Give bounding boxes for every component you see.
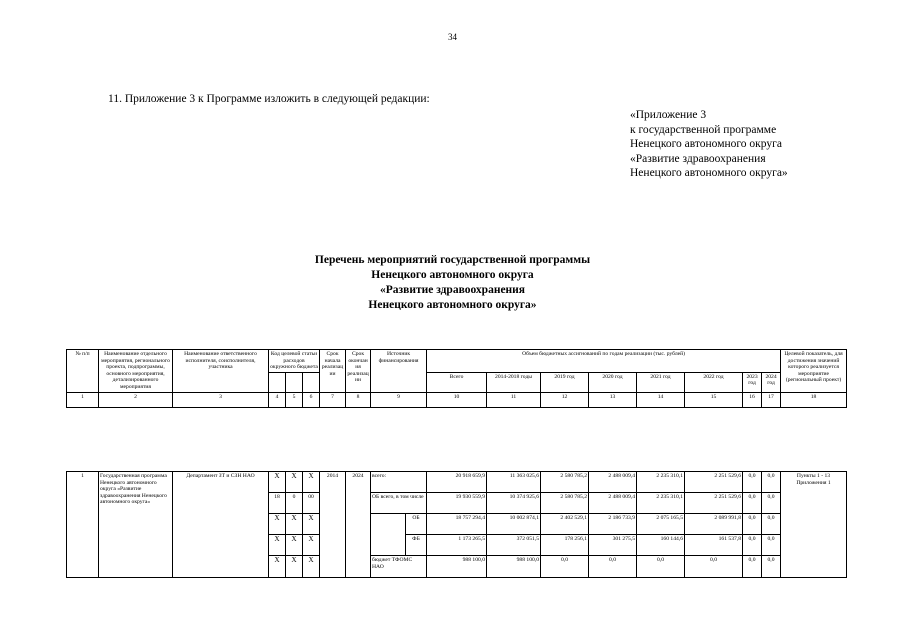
cell-2014-2018: 372 051,5 [487, 535, 541, 556]
appendix-header [630, 108, 788, 181]
cell-pgp: Х [286, 556, 303, 578]
cell-pgp: 0 [286, 493, 303, 514]
cell-sub-source: ФБ [406, 535, 427, 556]
cell-om: Х [303, 472, 320, 493]
column-number: 10 [427, 392, 487, 407]
header-name: Наименование отдельного мероприятия, регионального проекта, подпрограммы, основного мероприятия, детализированного мероприятия [99, 350, 173, 393]
cell-2019: 0,0 [541, 556, 589, 578]
header-total: Всего [427, 372, 487, 392]
cell-source: всего: [371, 472, 427, 493]
cell-pgp: Х [286, 514, 303, 535]
column-number: 2 [99, 392, 173, 407]
cell-2021: 2 075 165,5 [637, 514, 685, 535]
column-number: 12 [541, 392, 589, 407]
cell-2014-2018: 988 100,0 [487, 556, 541, 578]
header-code: Код целевой статьи расходов окружного бюджета [269, 350, 320, 373]
title-line: «Развитие здравоохранения [379, 284, 526, 296]
cell-om: Х [303, 556, 320, 578]
cell-source: бюджет ТФОМС НАО [371, 556, 427, 578]
cell-source: ОБ всего, в том числе [371, 493, 427, 514]
header-source: Источник финансирования [371, 350, 427, 393]
title-line: Перечень мероприятий государственной программы [314, 254, 591, 266]
cell-total: 988 100,0 [427, 556, 487, 578]
cell-total: 19 930 559,9 [427, 493, 487, 514]
column-number: 6 [303, 392, 320, 407]
header-2019: 2019 год [541, 372, 589, 392]
cell-2019: 2 580 785,2 [541, 472, 589, 493]
cell-2021: 0,0 [637, 556, 685, 578]
column-number: 14 [637, 392, 685, 407]
cell-2022: 161 537,8 [685, 535, 743, 556]
cell-2020: 0,0 [589, 556, 637, 578]
cell-gp: Х [269, 514, 286, 535]
header-num: № п/п [67, 350, 99, 393]
cell-2022: 2 089 991,8 [685, 514, 743, 535]
cell-2020: 2 488 009,4 [589, 493, 637, 514]
cell-2021: 2 235 310,1 [637, 472, 685, 493]
cell-2022: 2 251 529,6 [685, 493, 743, 514]
cell-om: Х [303, 535, 320, 556]
activities-table-body [66, 471, 847, 578]
cell-om: Х [303, 514, 320, 535]
row-num: 1 [67, 472, 99, 578]
title-line: Ненецкого автономного округа [371, 269, 534, 281]
cell-2019: 2 402 529,1 [541, 514, 589, 535]
column-number: 9 [371, 392, 427, 407]
column-number: 3 [173, 392, 269, 407]
cell-2023: 0,0 [743, 472, 762, 493]
column-number: 5 [286, 392, 303, 407]
cell-2014-2018: 10 374 925,6 [487, 493, 541, 514]
header-end: Срок окончания реализации [346, 350, 371, 393]
cell-gp: Х [269, 535, 286, 556]
column-number: 8 [346, 392, 371, 407]
header-2022: 2022 год [685, 372, 743, 392]
cell-2020: 2 186 733,9 [589, 514, 637, 535]
row-executor: Департамент ЗТ и СЗН НАО [173, 472, 269, 578]
cell-2021: 2 235 310,1 [637, 493, 685, 514]
cell-2023: 0,0 [743, 493, 762, 514]
column-number: 11 [487, 392, 541, 407]
appendix-line: Ненецкого автономного округа» [630, 167, 788, 179]
header-row [67, 350, 847, 373]
cell-total: 1 173 265,5 [427, 535, 487, 556]
cell-total: 18 757 294,4 [427, 514, 487, 535]
column-number: 1 [67, 392, 99, 407]
cell-2019: 2 580 785,2 [541, 493, 589, 514]
column-number: 15 [685, 392, 743, 407]
cell-2023: 0,0 [743, 535, 762, 556]
column-number: 16 [743, 392, 762, 407]
column-number: 18 [781, 392, 847, 407]
cell-2021: 160 144,6 [637, 535, 685, 556]
table-row [67, 472, 847, 493]
header-2020: 2020 год [589, 372, 637, 392]
appendix-line: Ненецкого автономного округа [630, 138, 782, 150]
instruction-text: 11. Приложение 3 к Программе изложить в следующей редакции: [108, 93, 430, 105]
header-2024: 2024 год [762, 372, 781, 392]
cell-sub-source: ОБ [406, 514, 427, 535]
activities-table [66, 349, 847, 408]
cell-2024: 0,0 [762, 556, 781, 578]
appendix-line: к государственной программе [630, 123, 777, 136]
appendix-line: «Развитие здравоохранения [630, 152, 766, 165]
cell-total: 20 918 659,9 [427, 472, 487, 493]
header-executor: Наименование ответственного исполнителя, соисполнителя, участника [173, 350, 269, 393]
row-end: 2024 [346, 472, 371, 578]
title-line: Ненецкого автономного округа» [368, 299, 537, 311]
cell-2014-2018: 11 363 025,6 [487, 472, 541, 493]
header-2014-2018: 2014-2018 годы [487, 372, 541, 392]
appendix-line: «Приложение 3 [630, 109, 707, 121]
header-2021: 2021 год [637, 372, 685, 392]
header-target: Целевой показатель, для достижения значений которого реализуется мероприятие (региональный проект) [781, 350, 847, 393]
cell-2022: 2 251 529,6 [685, 472, 743, 493]
cell-pgp: Х [286, 472, 303, 493]
cell-2024: 0,0 [762, 514, 781, 535]
cell-gp: Х [269, 472, 286, 493]
row-name: Государственная программа Ненецкого автономного округа «Развитие здравоохранения Ненецкого автономного округа» [99, 472, 173, 578]
cell-2024: 0,0 [762, 472, 781, 493]
cell-gp: 18 [269, 493, 286, 514]
cell-2020: 301 275,5 [589, 535, 637, 556]
cell-2024: 0,0 [762, 535, 781, 556]
column-number-row [67, 392, 847, 407]
header-volume: Объем бюджетных ассигнований по годам реализации (тыс. рублей) [427, 350, 781, 373]
cell-om: 00 [303, 493, 320, 514]
cell-2014-2018: 10 002 874,1 [487, 514, 541, 535]
cell-2020: 2 488 009,4 [589, 472, 637, 493]
column-number: 13 [589, 392, 637, 407]
column-number: 4 [269, 392, 286, 407]
header-start: Срок начала реализации [320, 350, 346, 393]
page-number: 34 [448, 32, 457, 42]
cell-2019: 178 256,1 [541, 535, 589, 556]
header-2023: 2023 год [743, 372, 762, 392]
document-title [0, 253, 905, 313]
row-target: Пункты 1 - 13 Приложения 1 [781, 472, 847, 578]
cell-2023: 0,0 [743, 556, 762, 578]
cell-2024: 0,0 [762, 493, 781, 514]
column-number: 17 [762, 392, 781, 407]
cell-gp: Х [269, 556, 286, 578]
column-number: 7 [320, 392, 346, 407]
row-start: 2014 [320, 472, 346, 578]
cell-2022: 0,0 [685, 556, 743, 578]
cell-2023: 0,0 [743, 514, 762, 535]
cell-pgp: Х [286, 535, 303, 556]
